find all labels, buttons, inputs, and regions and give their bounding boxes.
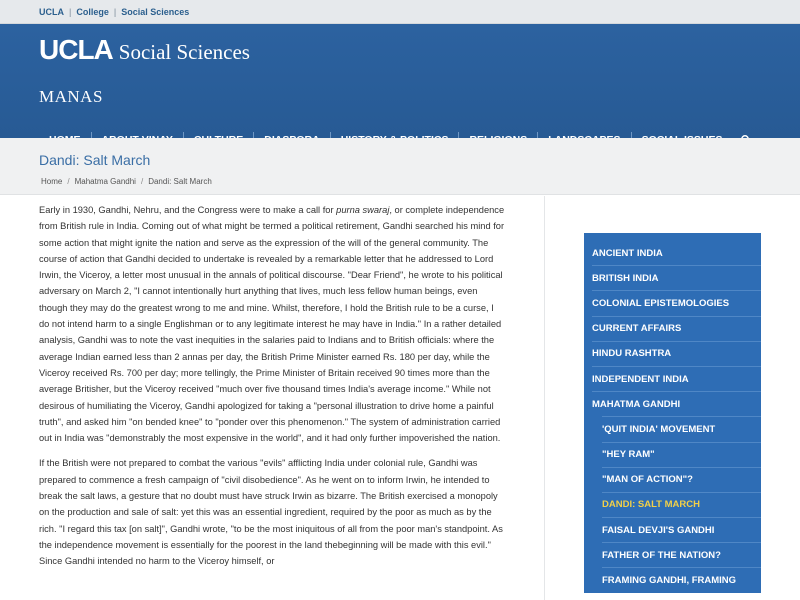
content-area [0, 196, 800, 600]
breadcrumb [41, 177, 212, 186]
column-divider [544, 196, 545, 600]
sidebar-item-man-of-action[interactable]: "MAN OF ACTION"? [602, 474, 693, 486]
sidebar-item-faisal-devji-s-gandhi[interactable]: FAISAL DEVJI'S GANDHI [602, 524, 715, 536]
breadcrumb-separator: / [67, 177, 70, 186]
paragraph-text: , or complete independence from British rule in India. Coming out of what might be termed a political retirement, Gandhi searched his mind for some action that might ignite the nation and serve as the expression of the will of the general community. The course of action that Gandhi decided to undertake is revealed by a remarkable letter that he addressed to Lord Irwin, the Viceroy, a letter most unusual in the annals of political discourse. "Dear Friend", he wrote to his political adversary on March 2, "I cannot intentionally hurt anything that lives, much less fellow human beings, even though they may do the greatest wrong to me and mine. Whilst, therefore, I hold the British rule to be a curse, I do not intend harm to a single Englishman or to any legitimate interest he may have in India." In a rather detailed analysis, Gandhi was to note the vast inequities in the salaries paid to Indians and to British officials: where the average Indian earned less than 2 annas per day, the British Prime Minister earned Rs. 180 per day, while the Viceroy received Rs. 700 per day; more tellingly, the Prime Minister of Britain received 90 times more than the average Britisher, but the Viceroy received "much over five thousand times India's average income." While not desirous of humiliating the Viceroy, Gandhi apologized for taking a "personal illustration to drive home a painful truth", and asked him "on bended knee" to "ponder over this phenomenon." The system of administration carried out in India was "demonstrably the most expensive in the world", and it had only further impoverished the nation. [39, 205, 505, 444]
topbar-separator: | [69, 6, 72, 17]
breadcrumb-current: Dandi: Salt March [148, 177, 212, 186]
breadcrumb-mahatma-gandhi[interactable]: Mahatma Gandhi [74, 177, 136, 186]
sidebar-item-hindu-rashtra[interactable]: HINDU RASHTRA [592, 348, 672, 360]
sidebar-item-current-affairs[interactable]: CURRENT AFFAIRS [592, 323, 682, 335]
sidebar-item-father-of-the-nation[interactable]: FATHER OF THE NATION? [602, 549, 721, 561]
sidebar-menu [584, 233, 761, 593]
article-body [39, 202, 506, 579]
ucla-logo[interactable] [39, 34, 250, 66]
utility-bar [0, 0, 800, 24]
site-name[interactable]: MANAS [39, 87, 103, 106]
emphasis-purna-swaraj: purna swaraj [336, 205, 390, 215]
logo-dept-text: Social Sciences [118, 40, 250, 64]
paragraph-text: Early in 1930, Gandhi, Nehru, and the Congress were to make a call for [39, 205, 337, 215]
logo-ucla-text: UCLA [39, 34, 113, 65]
breadcrumb-separator: / [140, 177, 144, 186]
sidebar-item-colonial-epistemologies[interactable]: COLONIAL EPISTEMOLOGIES [592, 297, 730, 309]
sidebar-item-ancient-india[interactable]: ANCIENT INDIA [592, 247, 663, 259]
sidebar-item-quit-india-movement[interactable]: 'QUIT INDIA' MOVEMENT [602, 423, 716, 435]
sidebar-item-independent-india[interactable]: INDEPENDENT INDIA [592, 373, 689, 385]
sidebar-item-british-india[interactable]: BRITISH INDIA [592, 272, 659, 284]
article-paragraph-2: If the British were not prepared to combat the various "evils" afflicting India under colonial rule, Gandhi was prepared to commence a fresh campaign of "civil disobedience". As he went on to inform Irwin, he intended to break the salt laws, a gesture that no doubt must have struck Irwin as bizarre. The British exercised a monopoly on the production and sale of salt: yet this was an essential ingredient, required by the poor as much as by the rich. "I regard this tax [on salt]", Gandhi wrote, "to be the most iniquitous of all from the poor man's standpoint. As the independence movement is essentially for the poorest in the land thebeginning will be made with this evil." Since Gandhi intended no harm to the Viceroy himself, or [39, 458, 503, 567]
site-header [0, 24, 800, 138]
topbar-separator: | [113, 6, 117, 17]
sidebar-item-framing-gandhi-framing[interactable]: FRAMING GANDHI, FRAMING [602, 575, 737, 587]
topbar-link-ucla[interactable]: UCLA [39, 6, 64, 17]
page-title: Dandi: Salt March [39, 152, 151, 168]
sidebar-item-hey-ram[interactable]: "HEY RAM" [602, 449, 655, 461]
topbar-link-social-sciences[interactable]: Social Sciences [121, 6, 190, 17]
breadcrumb-home[interactable]: Home [41, 177, 63, 186]
sidebar-item-mahatma-gandhi[interactable]: MAHATMA GANDHI [592, 398, 681, 410]
topbar-link-college[interactable]: College [76, 6, 109, 17]
page-title-band [0, 138, 800, 195]
article-paragraph-1 [39, 202, 506, 446]
sidebar-item-dandi-salt-march[interactable]: DANDI: SALT MARCH [602, 499, 700, 511]
